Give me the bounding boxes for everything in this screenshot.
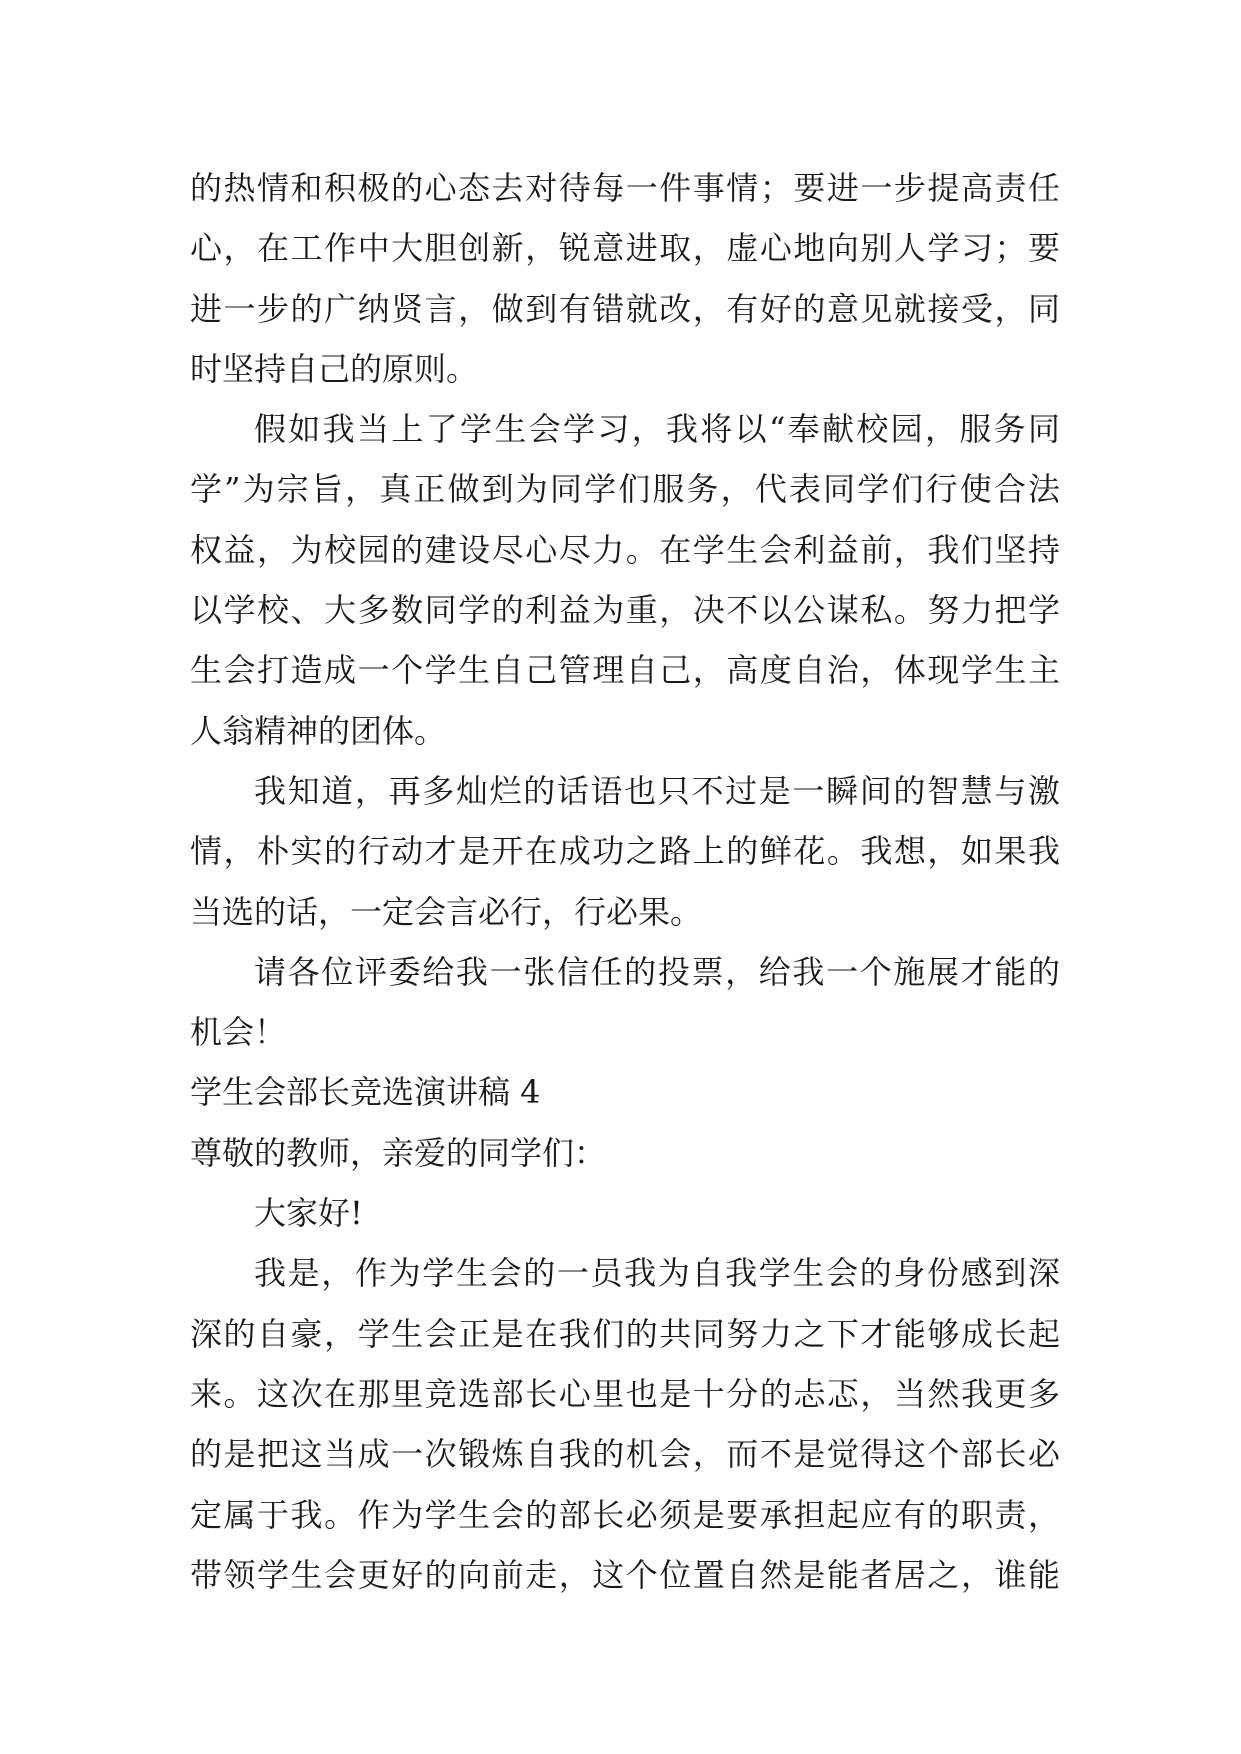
document-body xyxy=(190,158,1060,1605)
text-line: 带领学生会更好的向前走，这个位置自然是能者居之，谁能 xyxy=(190,1555,1060,1594)
text-line: 当选的话，一定会言必行，行必果。 xyxy=(190,892,703,931)
text-line: 大家好! xyxy=(254,1194,363,1233)
text-line: 我知道，再多灿烂的话语也只不过是一瞬间的智慧与激 xyxy=(254,771,1060,810)
text-line: 时坚持自己的原则。 xyxy=(190,349,479,388)
text-line: 我是，作为学生会的一员我为自我学生会的身份感到深 xyxy=(254,1254,1060,1293)
text-line: 的是把这当成一次锻炼自我的机会，而不是觉得这个部长必 xyxy=(190,1435,1060,1474)
text-line: 假如我当上了学生会学习，我将以“奉献校园，服务同 xyxy=(254,410,1060,449)
text-line: 进一步的广纳贤言，做到有错就改，有好的意见就接受，同 xyxy=(190,289,1060,328)
text-line: 权益，为校园的建设尽心尽力。在学生会利益前，我们坚持 xyxy=(190,530,1060,569)
text-line: 来。这次在那里竞选部长心里也是十分的忐忑，当然我更多 xyxy=(190,1374,1060,1413)
text-line: 的热情和积极的心态去对待每一件事情；要进一步提高责任 xyxy=(190,169,1060,207)
text-line: 情，朴实的行动才是开在成功之路上的鲜花。我想，如果我 xyxy=(190,832,1060,871)
text-line: 以学校、大多数同学的利益为重，决不以公谋私。努力把学 xyxy=(190,591,1060,630)
text-line: 深的自豪，学生会正是在我们的共同努力之下才能够成长起 xyxy=(190,1314,1060,1353)
text-line: 机会！ xyxy=(190,1013,287,1052)
text-line: 请各位评委给我一张信任的投票，给我一个施展才能的 xyxy=(254,952,1060,991)
text-line: 人翁精神的团体。 xyxy=(190,711,447,750)
text-line: 学生会部长竞选演讲稿 4 xyxy=(190,1073,541,1112)
text-line: 生会打造成一个学生自己管理自己，高度自治，体现学生主 xyxy=(190,651,1060,690)
text-line: 定属于我。作为学生会的部长必须是要承担起应有的职责， xyxy=(190,1495,1060,1534)
text-line: 学”为宗旨，真正做到为同学们服务，代表同学们行使合法 xyxy=(190,470,1060,509)
text-line: 尊敬的教师，亲爱的同学们： xyxy=(190,1133,607,1172)
text-line: 心，在工作中大胆创新，锐意进取，虚心地向别人学习；要 xyxy=(190,229,1060,268)
